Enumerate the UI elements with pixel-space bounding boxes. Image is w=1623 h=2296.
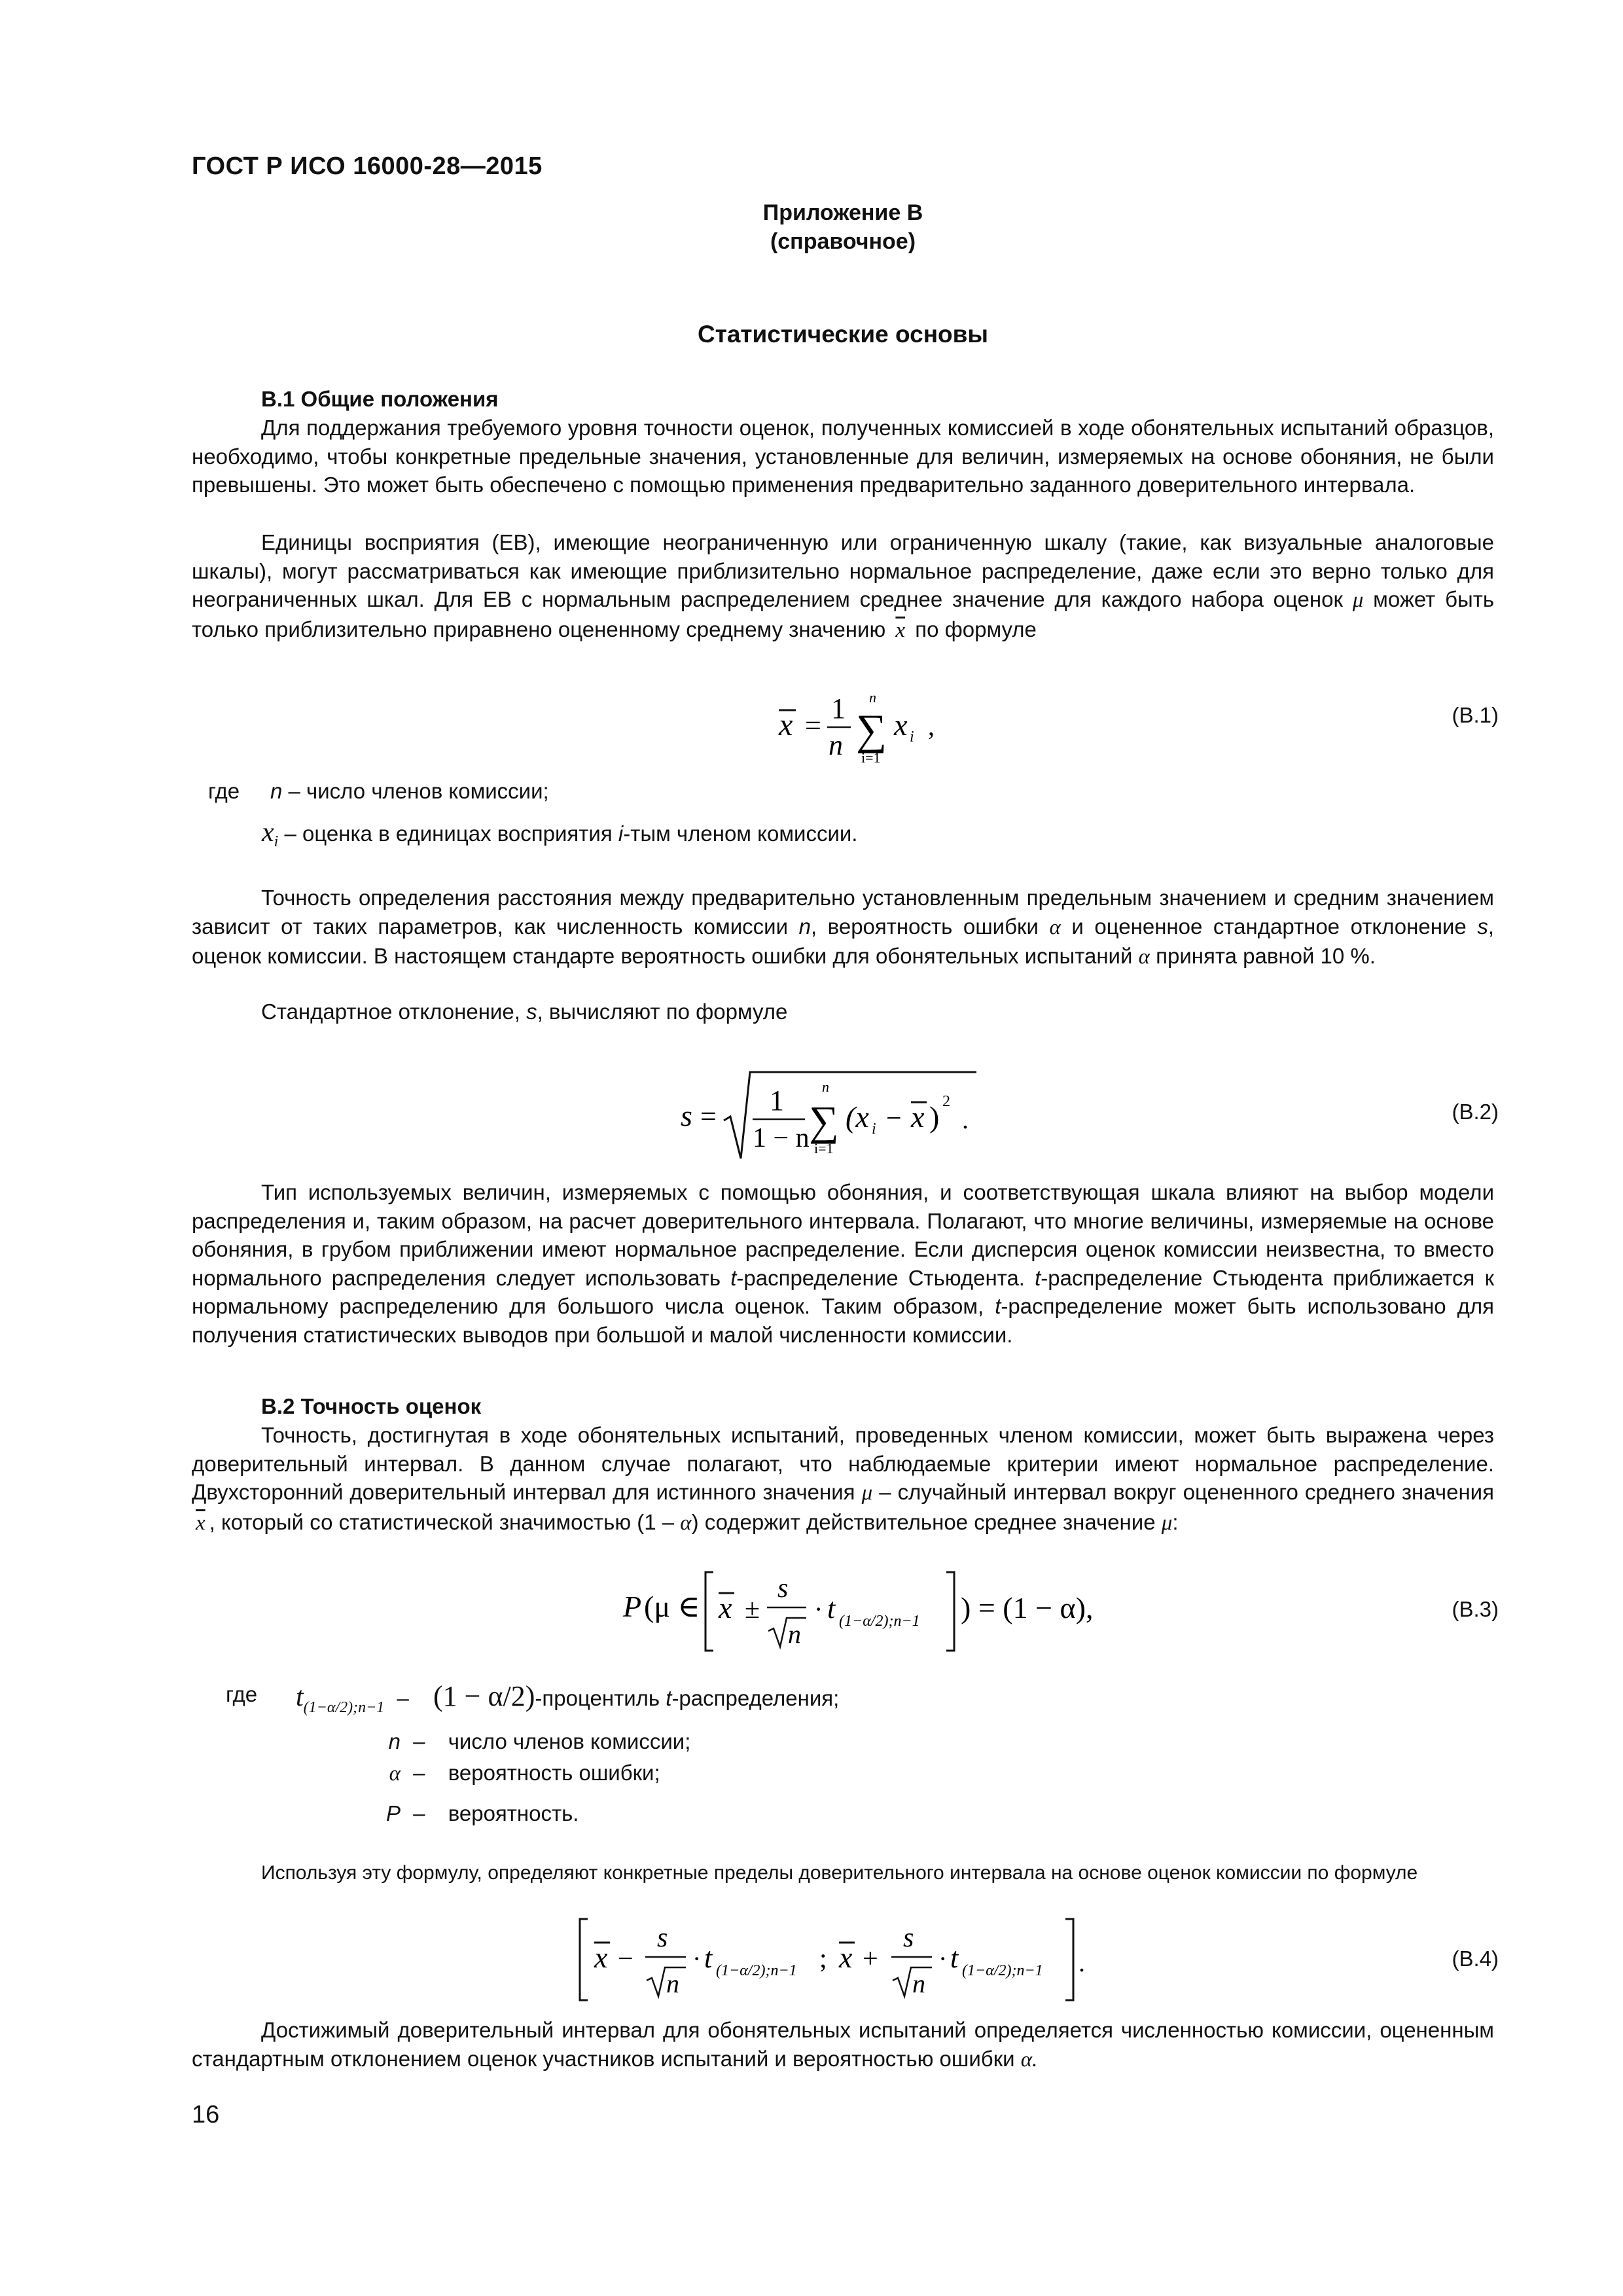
svg-text:n: n bbox=[829, 729, 843, 761]
svg-text:∑: ∑ bbox=[809, 1098, 839, 1144]
svg-text:P: P bbox=[623, 1590, 642, 1623]
svg-text:t: t bbox=[827, 1592, 836, 1624]
where-label-2: где bbox=[226, 1682, 258, 1706]
svg-text:1: 1 bbox=[831, 692, 846, 725]
svg-text:n: n bbox=[869, 689, 876, 706]
svg-text:(1−α/2);n−1: (1−α/2);n−1 bbox=[962, 1962, 1043, 1979]
svg-text:−: − bbox=[886, 1103, 902, 1134]
where-n2-line: n – число членов комиссии; bbox=[388, 1729, 691, 1753]
svg-text:1: 1 bbox=[770, 1085, 784, 1117]
b1-heading: В.1 Общие положения bbox=[261, 387, 499, 411]
appendix-subtitle: (справочное) bbox=[770, 229, 916, 254]
svg-text:s: s bbox=[777, 1573, 789, 1604]
svg-text:n: n bbox=[912, 1969, 925, 1998]
equation-number-b4: (В.4) bbox=[1452, 1946, 1499, 1971]
where-label-1: где bbox=[208, 779, 240, 803]
svg-text:=: = bbox=[700, 1100, 717, 1132]
svg-text:(1−α/2);n−1: (1−α/2);n−1 bbox=[839, 1613, 920, 1630]
svg-text:(μ ∈: (μ ∈ bbox=[644, 1590, 700, 1623]
svg-text:1 − n: 1 − n bbox=[753, 1123, 810, 1153]
equation-b2 bbox=[674, 1060, 1001, 1172]
b2-paragraph-1: Точность, достигнутая в ходе обонятельных испытаний, проведенных членом комиссии, может быть выражена через доверительный интервал. В данном случае полагают, что наблюдаемые критерии имеют нормальное распределение. Двухсторонний доверительный интервал для истинного значения μ – случайный интервал вокруг оцененного среднего значения $\overline{x}$ , который со статистической значимостью (1 – α) содержит действительное среднее значение μ: bbox=[192, 1423, 1494, 1535]
page-number: 16 bbox=[192, 2101, 220, 2128]
svg-text:−: − bbox=[618, 1944, 633, 1974]
svg-text:n: n bbox=[666, 1969, 679, 1998]
equation-number-b3: (В.3) bbox=[1452, 1597, 1499, 1621]
equation-b1 bbox=[772, 677, 955, 776]
svg-text:x: x bbox=[719, 1591, 732, 1624]
svg-text:x: x bbox=[894, 708, 908, 742]
svg-text:s: s bbox=[657, 1923, 668, 1953]
b1-paragraph-4: Стандартное отклонение, s, вычисляют по формуле bbox=[261, 999, 788, 1024]
svg-text:,: , bbox=[928, 711, 935, 741]
b1-paragraph-3: Точность определения расстояния между предварительно установленным предельным значением и средним значением зависит от таких параметров, как численность комиссии n, вероятность ошибки α и оцененное стандартное отклонение s, оценок комиссии. В настоящем стандарте вероятность ошибки для обонятельных испытаний α принята равной 10 %. bbox=[192, 886, 1494, 969]
svg-text:t: t bbox=[704, 1942, 713, 1974]
svg-text:i=1: i=1 bbox=[814, 1140, 834, 1157]
equation-number-b2: (В.2) bbox=[1452, 1100, 1499, 1124]
b1-paragraph-5: Тип используемых величин, измеряемых с помощью обоняния, и соответствующая шкала влияют на выбор модели распределения и, таким образом, на расчет доверительного интервала. Полагают, что многие величины, измеряемые на основе обоняния, в грубом приближении имеют нормальное распределение. Если дисперсия оценок комиссии неизвестна, то вместо нормального распределения следует использовать t-распределение Стьюдента. t-распределение Стьюдента приближается к нормальному распределению для большого числа оценок. Таким образом, t-распределение может быть использовано для получения статистических выводов при большой и малой численности комиссии. bbox=[192, 1180, 1495, 1347]
b2-paragraph-2: Используя эту формулу, определяют конкретные пределы доверительного интервала на основе оценок комиссии по формуле bbox=[261, 1862, 1418, 1884]
appendix-title: Приложение В bbox=[762, 200, 923, 225]
equation-number-b1: (В.1) bbox=[1452, 703, 1499, 727]
svg-text:x: x bbox=[594, 1941, 608, 1974]
where-p-line: P – вероятность. bbox=[385, 1801, 579, 1825]
svg-text:s: s bbox=[903, 1923, 914, 1953]
svg-text:±: ± bbox=[745, 1594, 760, 1624]
b1-paragraph-2: Единицы восприятия (ЕВ), имеющие неограниченную или ограниченную шкалу (такие, как визуальные аналоговые шкалы), могут рассматриваться как имеющие приблизительно нормальное распределение, даже если это верно только для неограниченных шкал. Для ЕВ с нормальным распределением среднее значение для каждого набора оценок μ может быть только приблизительно приравнено оцененному среднему значению $\overline{x}$ по формуле bbox=[192, 530, 1495, 642]
where-t-line: $t_{(1-\alpha/2);n-1} - (1$ − α/2)-процентиль t-распределения; bbox=[296, 1680, 840, 1716]
standard-header: ГОСТ Р ИСО 16000-28—2015 bbox=[192, 152, 543, 180]
b2-paragraph-3: Достижимый доверительный интервал для обонятельных испытаний определяется численностью комиссии, оцененным стандартным отклонением оценок участников испытаний и вероятностью ошибки α. bbox=[192, 2018, 1494, 2072]
svg-text:x: x bbox=[779, 708, 793, 742]
svg-text:i: i bbox=[910, 728, 914, 745]
equation-b3 bbox=[615, 1566, 1113, 1664]
svg-text:t: t bbox=[950, 1942, 959, 1974]
mu-symbol: μ bbox=[1352, 588, 1364, 612]
where-x-line: $x_i$ – оценка в единицах восприятия i-тым членом комиссии. bbox=[262, 817, 858, 850]
equation-b4 bbox=[576, 1912, 1099, 2011]
svg-text:·: · bbox=[938, 1944, 948, 1973]
svg-text:i: i bbox=[872, 1121, 876, 1138]
xbar-symbol: $\overline{x}$ bbox=[895, 618, 906, 642]
svg-text:): ) bbox=[929, 1100, 940, 1134]
svg-text:∑: ∑ bbox=[856, 706, 887, 754]
svg-text:x: x bbox=[839, 1941, 853, 1974]
svg-text:·: · bbox=[814, 1594, 823, 1624]
svg-text:.: . bbox=[1079, 1948, 1085, 1977]
svg-text:s: s bbox=[681, 1099, 692, 1132]
svg-text:(1−α/2);n−1: (1−α/2);n−1 bbox=[716, 1962, 797, 1979]
where-alpha-line: α – вероятность ошибки; bbox=[389, 1761, 660, 1785]
svg-text:(x: (x bbox=[846, 1100, 869, 1134]
svg-text:·: · bbox=[692, 1944, 702, 1973]
svg-text:) = (1 − α),: ) = (1 − α), bbox=[961, 1591, 1094, 1624]
b1-paragraph-1: Для поддержания требуемого уровня точности оценок, полученных комиссией в ходе обонятельных испытаний образцов, необходимо, чтобы конкретные предельные значения, установленные для величин, измеряемых на основе обоняния, не были превышены. Это может быть обеспечено с помощью применения предварительно заданного доверительного интервала. bbox=[192, 416, 1494, 497]
svg-text:n: n bbox=[822, 1079, 829, 1095]
svg-text:2: 2 bbox=[942, 1093, 950, 1110]
svg-text:n: n bbox=[788, 1619, 801, 1649]
svg-text:.: . bbox=[962, 1105, 969, 1134]
b2-heading: В.2 Точность оценок bbox=[261, 1394, 482, 1418]
section-title: Статистические основы bbox=[698, 321, 988, 348]
svg-text:+: + bbox=[863, 1944, 878, 1974]
where-n-line: n – число членов комиссии; bbox=[270, 779, 549, 803]
svg-text:x: x bbox=[911, 1100, 925, 1134]
svg-text:;: ; bbox=[819, 1944, 827, 1974]
svg-text:=: = bbox=[805, 709, 821, 742]
svg-text:i=1: i=1 bbox=[861, 749, 881, 766]
